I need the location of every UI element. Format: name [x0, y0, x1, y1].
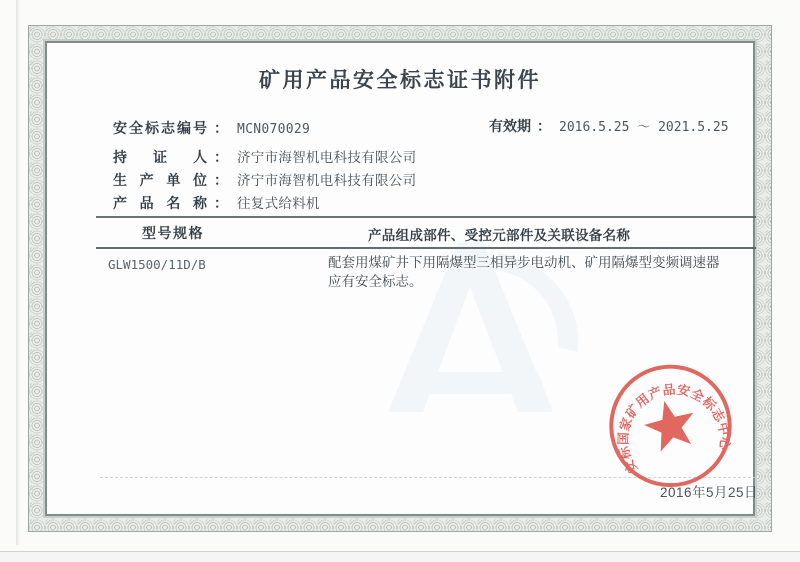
field-label: 安全标志编号	[113, 120, 207, 136]
field-label: 生产单位	[113, 172, 207, 188]
field-value: 往复式给料机	[237, 196, 320, 211]
issue-date: 2016年5月25日	[659, 485, 758, 500]
table-top-rule	[96, 216, 756, 218]
field-colon: ：	[214, 195, 228, 211]
field-certificate-holder	[113, 146, 416, 167]
field-label: 持证人	[113, 149, 207, 165]
field-colon: ：	[214, 149, 228, 165]
field-product-name	[113, 192, 320, 213]
validity-label: 有效期	[489, 118, 531, 134]
field-value: 济宁市海智机电科技有限公司	[237, 173, 417, 188]
field-value: 济宁市海智机电科技有限公司	[237, 150, 417, 165]
field-validity-period	[489, 116, 729, 136]
table-row-description: 配套用煤矿井下用隔爆型三相异步电动机、矿用隔爆型变频调速器应有安全标志。	[328, 255, 720, 289]
field-safety-mark-number	[113, 118, 310, 138]
field-colon: ：	[214, 120, 228, 136]
field-label: 产品名称	[113, 195, 207, 211]
table-row-model: GLW1500/11D/B	[108, 257, 206, 272]
certificate-title: 矿用产品安全标志证书附件	[259, 69, 541, 92]
validity-value: 2016.5.25 ～ 2021.5.25	[559, 120, 729, 135]
scan-edge-area	[0, 552, 800, 562]
validity-colon: ：	[537, 118, 551, 134]
field-value: MCN070029	[237, 122, 311, 137]
field-manufacturer	[113, 169, 416, 190]
table-header-rule	[96, 247, 756, 249]
field-colon: ：	[214, 172, 228, 188]
table-header-parts: 产品组成部件、受控元部件及关联设备名称	[368, 228, 631, 243]
table-header-model: 型号规格	[142, 225, 204, 241]
seal-ring-text: 安标国家矿用产品安全标志中心	[615, 381, 733, 477]
